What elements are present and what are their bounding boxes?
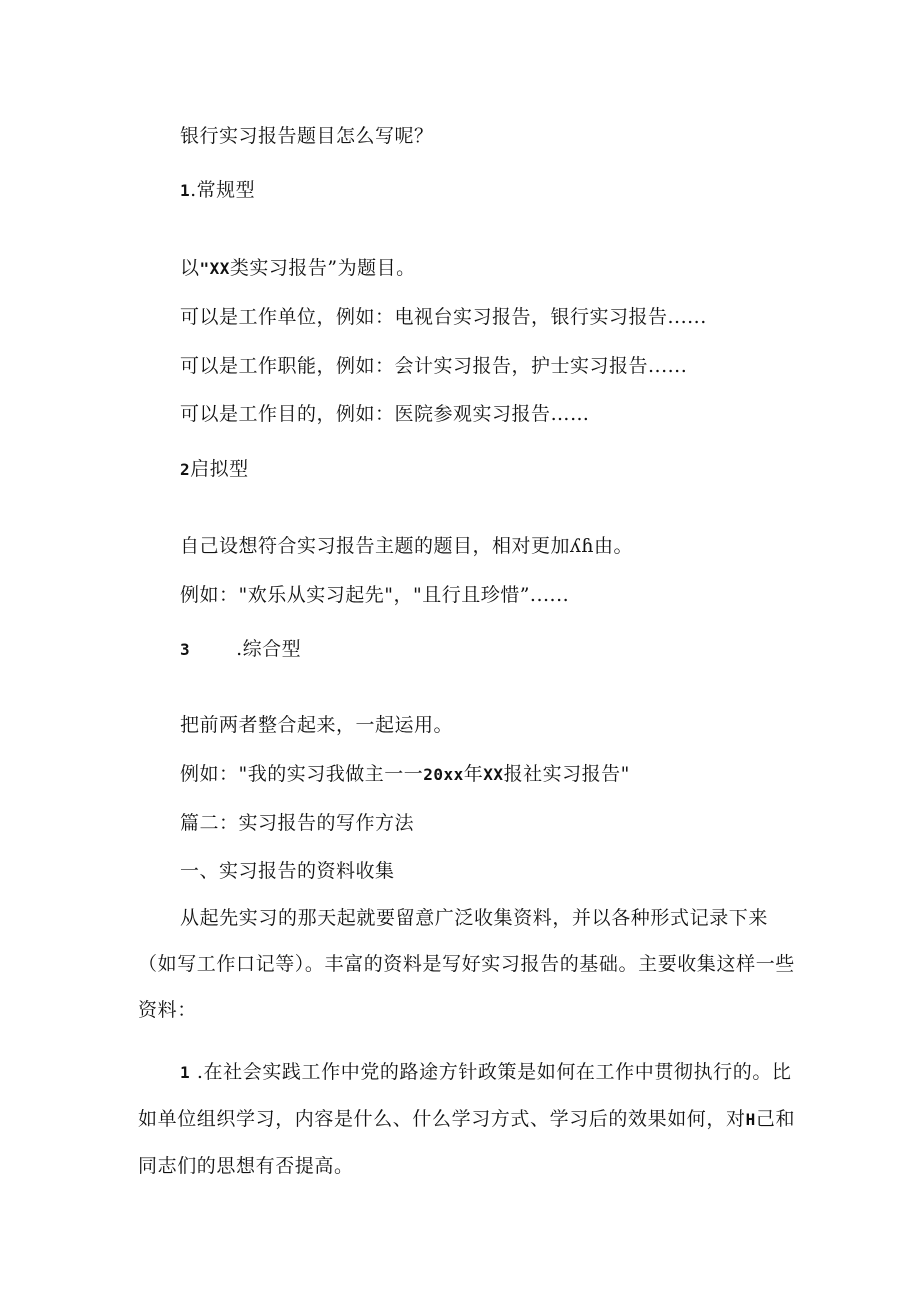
type2-desc-glyph: ʎɦ — [570, 535, 594, 557]
type1-example-function: 可以是工作职能，例如：会计实习报告，护士实习报告...... — [180, 355, 688, 377]
list-item-1-number: 1 — [180, 1063, 191, 1082]
type2-desc — [180, 534, 633, 558]
list-item-1 — [138, 1049, 800, 1189]
type2-desc-prefix: 自己设想符合实习报告主题的题目，相对更加 — [180, 535, 571, 557]
list-item-1-tail: 己和同志们的思想有否提高。 — [138, 1108, 796, 1177]
part-two-title: 篇二：实习报告的写作方法 — [180, 812, 415, 834]
question-heading: 银行实习报告题目怎么写呢？ — [180, 125, 434, 147]
type3-number: 3 — [180, 640, 191, 659]
type3-example-suffix: 报社实习报告" — [503, 763, 630, 785]
type2-label: 启拟型 — [190, 458, 249, 480]
type2-example: 例如："欢乐从实习起先"，"且行且珍惜”...... — [180, 584, 570, 606]
type1-heading — [180, 178, 255, 203]
type1-example-unit: 可以是工作单位，例如：电视台实习报告，银行实习报告...... — [180, 306, 707, 328]
type3-example-mid: 年 — [463, 763, 484, 785]
type3-label: .综合型 — [236, 638, 302, 660]
type2-number: 2 — [180, 460, 191, 479]
paragraph-resource-collection: 从起先实习的那天起就要留意广泛收集资料，并以各种形式记录下来（如写工作口记等）。丰富的资料是写好实习报告的基础。主要收集这样一些资料： — [138, 907, 795, 1021]
type2-heading — [180, 457, 249, 482]
section-one-title: 一、实习报告的资料收集 — [180, 860, 395, 882]
type1-intro-rest: 类实习报告”为题目。 — [229, 257, 416, 279]
type3-desc: 把前两者整合起来，一起运用。 — [180, 714, 454, 736]
list-item-1-glyph: H — [745, 1110, 756, 1129]
type1-intro — [180, 256, 416, 281]
type3-heading — [180, 637, 301, 662]
list-item-1-text: .在社会实践工作中党的路途方针政策是如何在工作中贯彻执行的。比如单位组织学习，内容是什么、什么学习方式、学习后的效果如何，对 — [138, 1061, 792, 1130]
type1-label: .常规型 — [190, 179, 256, 201]
type2-desc-suffix: 由。 — [594, 535, 634, 557]
type3-example-prefix: 例如："我的实习我做主一一 — [180, 763, 424, 785]
type3-example-code: XX — [483, 765, 504, 784]
type1-example-purpose: 可以是工作目的，例如：医院参观实习报告…… — [180, 403, 590, 425]
type3-example — [180, 762, 630, 787]
type1-intro-code: "XX — [199, 259, 230, 278]
type1-intro-prefix: 以 — [180, 257, 200, 279]
type1-number: 1 — [180, 181, 191, 200]
type3-example-year: 20xx — [423, 765, 464, 784]
